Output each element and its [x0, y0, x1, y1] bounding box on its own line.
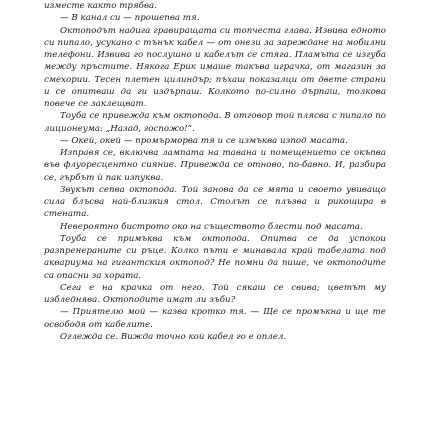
- paragraph: — Окей, окей — промърморва тя и се измъква изпод масата.: [60, 135, 348, 146]
- paragraph: Звукът сепва октопода. Той занова да се мята и своето увиващо сила блъсва най-близкия стол. Столът се плъзва и рикошира в стената.: [44, 184, 386, 220]
- paragraph: Сега е на крачка от него. Той сякаш се свива; цветът му избледнява. Октоподите имат ли зъби?: [44, 282, 386, 305]
- paragraph: Невероятно бистрото око на съществото блести под масата.: [60, 221, 363, 232]
- paragraph: Оглежда се. Вижда точно кой кабел го е оплел.: [60, 331, 287, 342]
- paragraph: Тоуба се привежда към октопода. В отговор той плясва с пипало по лиционеума: „Назад, госпожо!“.: [44, 111, 386, 134]
- paragraph: Изправя се, включва лампата на тавана и помещението се окъпва във флуоресцентно сияние. Привежда се отново, по-бавно. И, разбира се, гърбът ѝ пак изпуква.: [44, 148, 386, 183]
- paragraph: изместе както трябва.: [44, 1, 157, 11]
- paragraph: Тоуба се примъква към октопода. Опитва се да успокои разпренераните си ръце. Колко пъти е минавала край табелата под аквариума на гигантския октопод? Не помни да пише, че октоподите са опасни за хората.: [44, 233, 386, 281]
- paragraph: Октоподът надига гравиращата си топчеста глава. Извива едното си пипало, усукано с тънък кабел — от онези за зареждане на мобилни телефони. Извива го послушно и кабелът се стяга. Пламъта се изгуба между пръстите. Някога Ерик имаше такъва играчка, от магазин за смехории. Тесен плетен цилиндър; пъхаш показалци от двете страни и се опитваш да ги издърпаш. Колкото по-силно дърпаш, толкова повече се заклещват.: [44, 25, 386, 109]
- paragraph: — В канал си — прошепва тя.: [60, 13, 200, 24]
- paragraph: — Приятелю мой — казва кротко тя. — Ще се промъкна и ще те освободя от кабелите.: [44, 307, 386, 330]
- book-page: [44, 0, 386, 430]
